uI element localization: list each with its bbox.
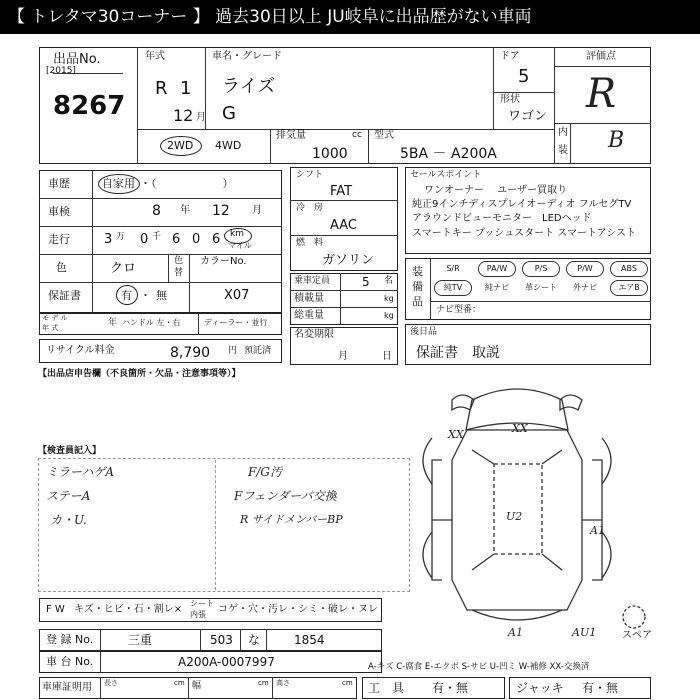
mileage-d3: 6: [172, 232, 181, 247]
deadline-day: 日: [382, 351, 392, 362]
shift-label: シフト: [296, 170, 324, 180]
tools-label: 工 具: [368, 681, 405, 695]
fuel-value: ガソリン: [322, 253, 375, 268]
equip-tv: 純TV: [434, 280, 472, 296]
mileage-d4: 0: [192, 232, 201, 247]
model-label-1: モ デ ル: [42, 314, 68, 322]
equipment-label: 品: [412, 295, 423, 308]
chassis-value: A200A-0007997: [178, 655, 275, 669]
diagram-mark: A1: [590, 524, 605, 537]
declaration-label: 【出品店申告欄（不良箇所・欠品・注意事項等）】: [38, 369, 241, 379]
model-code-label: 型式: [374, 130, 394, 141]
weight-label: 総重量: [294, 310, 324, 321]
mileage-unit-mile: マイル: [228, 241, 252, 250]
post-items-label: 後日品: [410, 327, 438, 337]
chassis-label: 車 台 No.: [46, 655, 94, 668]
seat-label-2: 内張: [190, 610, 206, 619]
repaint-label-1: 色: [174, 256, 184, 266]
inspector-note: F/G汚: [248, 465, 282, 479]
year-value: 1: [180, 78, 192, 99]
car-name: ライズ: [222, 76, 276, 97]
inspector-note: ミラーハゲA: [46, 465, 115, 479]
deadline-month: 月: [338, 351, 348, 362]
inspection-year-unit: 年: [180, 205, 190, 216]
cert-height-label: 高さ: [276, 679, 290, 687]
equip-navi: 純ナビ: [478, 280, 516, 296]
year-label: 年式: [145, 51, 165, 62]
inspector-note: R サイドメンバーBP: [240, 513, 343, 526]
floor-items: キズ・ヒビ・石・割レ×: [74, 604, 183, 615]
seat-items: コゲ・穴・汚レ・シミ・破レ・ヌレ: [218, 604, 378, 615]
car-damage-diagram: [412, 380, 662, 640]
history-value: 自家用: [102, 177, 135, 190]
mileage-u1: 万: [116, 232, 126, 242]
equip-paw: PA/W: [478, 261, 516, 277]
displacement-label: 排気量: [276, 130, 306, 141]
spare-label: スペア: [622, 630, 652, 640]
color-no-value: X07: [224, 288, 250, 303]
registration-pref: 三重: [128, 633, 153, 647]
sales-point-line: 純正9インチディスプレイオーディオ フルセグTV: [412, 199, 632, 210]
cert-cm: cm: [342, 679, 353, 687]
nav-model-label: ナビ型番：: [436, 305, 482, 315]
equip-abs: ABS: [610, 261, 648, 277]
mileage-unit-km: km: [230, 229, 244, 239]
lot-year-tag: [2015]: [46, 66, 76, 76]
damage-legend: A-キズ C-腐食 E-エクボ S-サビ U-凹ミ W-補修 XX-交換済: [368, 662, 590, 672]
shape-value: ワゴン: [508, 109, 548, 124]
equip-pw: P/W: [566, 261, 604, 277]
year-month: 12: [173, 106, 194, 125]
recycle-unit: 円: [228, 346, 238, 356]
mileage-label: 走行: [48, 233, 70, 246]
sales-point-line: ワンオーナー ユーザー買取り: [424, 185, 568, 196]
post-items-value: 保証書 取説: [416, 345, 500, 361]
jack-label: ジャッキ: [516, 681, 564, 695]
model-code-value: 5BA － A200A: [400, 146, 497, 162]
capacity-value: 5: [362, 275, 370, 289]
recycle-note: 預託済: [244, 346, 272, 356]
equip-ext-navi: 外ナビ: [566, 280, 604, 296]
registration-num2: 1854: [294, 633, 325, 647]
shape-label: 形状: [500, 94, 520, 105]
interior-score: B: [608, 128, 625, 153]
diagram-mark: A1: [508, 626, 523, 639]
floor-label: F W: [46, 604, 65, 615]
shift-value: FAT: [330, 184, 353, 199]
mileage-d1: 3: [104, 232, 113, 247]
warranty-has: 有: [121, 289, 132, 302]
inspection-label: 車検: [48, 205, 70, 218]
capacity-label: 乗車定員: [294, 276, 331, 286]
mileage-d2: 0: [140, 232, 149, 247]
color-no-label: カラーNo.: [200, 256, 247, 267]
doors-label: ドア: [500, 51, 520, 62]
drive-2wd: 2WD: [167, 139, 194, 152]
inspection-year: 8: [152, 203, 161, 219]
seat-label-1: シート: [190, 599, 214, 608]
equip-leather: 革シート: [522, 280, 560, 296]
lot-label: 出品No.: [53, 52, 101, 67]
cert-cm: cm: [258, 679, 269, 687]
displacement-unit: cc: [352, 130, 362, 140]
interior-label-2: 装: [558, 145, 568, 156]
year-era: R: [155, 78, 168, 99]
sales-points-box: [405, 167, 651, 254]
equipment-label: 備: [412, 280, 423, 293]
mileage-u2: 千: [152, 232, 162, 242]
capacity-unit: 名: [384, 276, 394, 286]
cert-width-label: 幅: [192, 681, 202, 691]
registration-num1: 503: [210, 633, 233, 647]
model-year-unit: 年: [108, 318, 118, 328]
recycle-value: 8,790: [170, 345, 211, 361]
diagram-mark: XX: [512, 422, 528, 435]
fuel-label: 燃 料: [296, 238, 324, 248]
registration-kana: な: [248, 633, 261, 647]
inspector-label: 【検査員記入】: [38, 446, 102, 456]
warranty-label: 保証書: [48, 289, 81, 302]
registration-label: 登 録 No.: [46, 633, 94, 646]
load-label: 積載量: [294, 293, 324, 304]
inspector-note: ステーA: [46, 489, 91, 503]
repaint-label-2: 替: [174, 268, 184, 278]
ac-label: 冷 房: [296, 203, 324, 213]
ac-value: AAC: [330, 218, 357, 233]
inspection-month-unit: 月: [252, 205, 262, 216]
cert-length-label: 長さ: [104, 679, 118, 687]
rating-score: R: [586, 71, 617, 117]
warranty-sep: ・: [140, 289, 151, 302]
displacement-value: 1000: [312, 146, 348, 162]
jack-value: 有・無: [582, 681, 619, 695]
year-month-unit: 月: [196, 112, 206, 123]
equipment-label: 装: [412, 265, 423, 278]
rating-label: 評価点: [586, 51, 616, 62]
diagram-mark: AU1: [572, 626, 597, 639]
equip-sunroof: S/R: [434, 261, 472, 277]
inspector-note: カ・U.: [50, 513, 87, 527]
load-unit: kg: [384, 294, 394, 303]
sales-point-line: スマートキー プッシュスタート スマートアシスト: [412, 228, 637, 239]
diagram-mark: XX: [448, 428, 464, 441]
recycle-label: リサイクル料金: [46, 345, 115, 356]
mileage-d5: 6: [212, 232, 221, 247]
banner-text: 【 トレタマ30コーナー 】 過去30日以上 JU岐阜に出品歴がない車両: [8, 7, 532, 27]
weight-unit: kg: [384, 311, 394, 320]
deadline-label: 名変期限: [294, 329, 334, 340]
lot-number: 8267: [53, 91, 126, 121]
color-value: クロ: [110, 261, 137, 276]
car-grade: G: [222, 103, 236, 124]
color-label: 色: [56, 261, 67, 274]
car-name-label: 車名・グレード: [212, 51, 282, 62]
interior-label-1: 内: [558, 127, 568, 138]
cert-cm: cm: [174, 679, 185, 687]
model-handle: ハンドル 左・右: [122, 318, 181, 327]
sales-points-label: セールスポイント: [410, 170, 482, 180]
equip-airbag: エアB: [610, 280, 648, 296]
garage-cert-label: 車庫証明用: [42, 682, 92, 693]
warranty-none: 無: [156, 289, 167, 302]
history-rest: ・（ ）: [140, 177, 234, 190]
model-label-2: 年 式: [42, 324, 59, 332]
diagram-mark: U2: [506, 510, 523, 523]
model-dealer: ディーラー・並行: [204, 318, 268, 327]
history-label: 車歴: [48, 177, 70, 190]
equip-ps: P/S: [522, 261, 560, 277]
inspection-month: 12: [212, 203, 230, 219]
drive-4wd: 4WD: [215, 139, 242, 152]
sales-point-line: アラウンドビューモニター LEDヘッド: [412, 213, 592, 224]
tools-value: 有・無: [432, 681, 469, 695]
inspector-note: Fフェンダーバ交換: [234, 489, 337, 503]
doors-value: 5: [518, 66, 530, 87]
